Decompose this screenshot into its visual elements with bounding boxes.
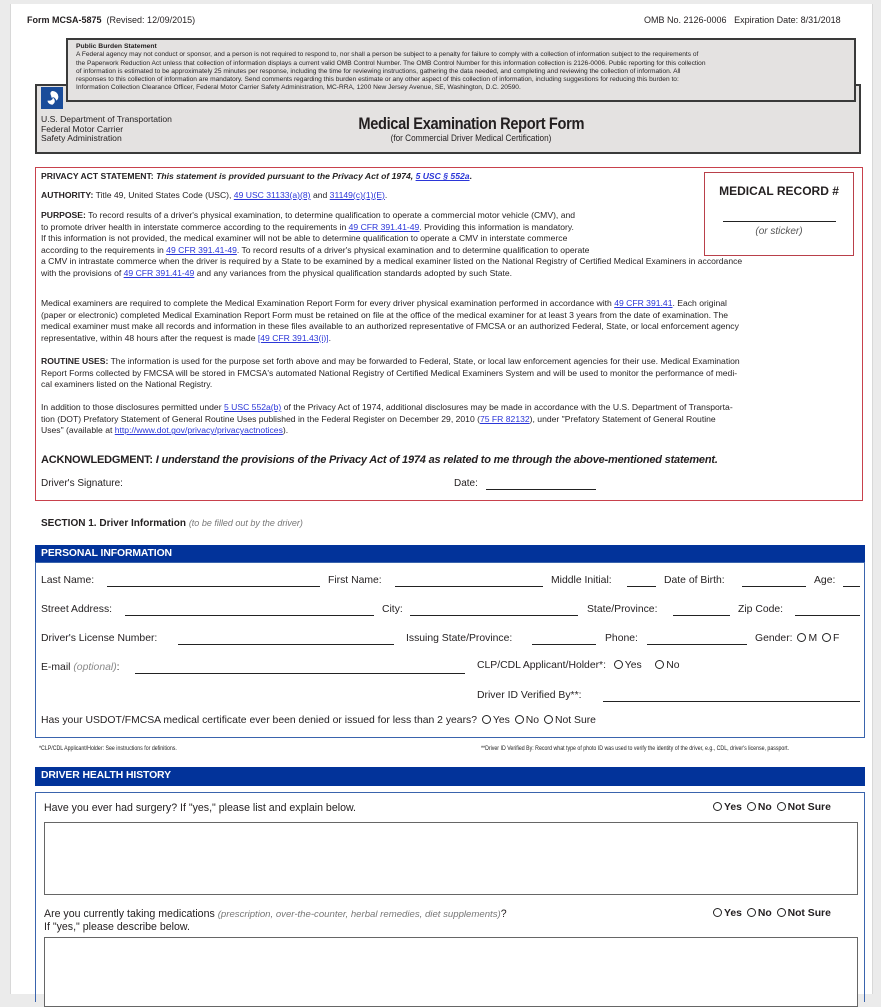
clp-no-radio[interactable] (655, 660, 664, 669)
clp-cdl-label: CLP/CDL Applicant/Holder*: (477, 660, 606, 671)
driver-signature-field[interactable] (151, 476, 441, 490)
dob-field[interactable] (742, 575, 806, 587)
link-49-usc-31133[interactable]: 49 USC 31133(a)(8) (233, 190, 311, 200)
driver-health-history-header: DRIVER HEALTH HISTORY (35, 767, 865, 786)
signature-row (41, 478, 123, 489)
license-field[interactable] (178, 633, 394, 645)
age-field[interactable] (843, 575, 860, 587)
link-49-cfr-391-41-49[interactable]: 49 CFR 391.41-49 (166, 244, 237, 255)
burden-title: Public Burden Statement (76, 43, 157, 50)
surgery-radio-group: Yes No Not Sure (711, 802, 831, 813)
date-row (454, 478, 478, 489)
medications-yes-radio[interactable] (713, 908, 722, 917)
gender-group: Gender: M F (755, 633, 840, 644)
medical-record-title: MEDICAL RECORD # (719, 184, 839, 198)
phone-field[interactable] (647, 633, 747, 645)
issuing-state-field[interactable] (532, 633, 596, 645)
burden-line: Information Collection Clearance Officer, Federal Motor Carrier Safety Administration, MC-RRA, 1200 New Jersey Avenue, SE, Washington, D.C. 20590. (76, 84, 521, 92)
footnote-driver-id: **Driver ID Verified By: Record what type of photo ID was used to verify the identity of the driver, e.g., CDL, driver's license, passport. (481, 745, 789, 752)
personal-information-box (35, 562, 865, 738)
license-label: Driver's License Number: (41, 633, 158, 644)
link-49-cfr-391-41-49[interactable]: 49 CFR 391.41-49 (348, 221, 420, 232)
date-label: Date: (454, 478, 478, 489)
burden-line: responses to this collection of information are mandatory. Send comments regarding this burden estimate or any other aspect of this collection of information, including suggestions for reducing this burden to: (76, 76, 679, 84)
authority: AUTHORITY: Title 49, United States Code (USC), 49 USC 31133(a)(8) and 31149(c)(1)(E). (41, 190, 388, 200)
signature-date-field[interactable] (486, 478, 596, 490)
signature-label: Driver's Signature: (41, 478, 123, 489)
driver-id-label: Driver ID Verified By**: (477, 690, 582, 701)
denied-no-radio[interactable] (515, 715, 524, 724)
state-label: State/Province: (587, 604, 658, 615)
form-number: Form MCSA-5875 (27, 15, 102, 25)
gender-label: Gender: (755, 633, 793, 644)
burden-line: the Paperwork Reduction Act unless that collection of information displays a current valid OMB Control Number. The OMB Control Number for this information collection is 2126-0006. Public reporting for this collection (76, 59, 706, 67)
street-label: Street Address: (41, 604, 113, 615)
form-title (281, 114, 661, 144)
link-49-cfr-391-41[interactable]: 49 CFR 391.41 (614, 298, 673, 308)
medications-question: Are you currently taking medications (prescription, over-the-counter, herbal remedies, diet supplements)? If "yes," please describe below. (44, 908, 507, 933)
link-75-fr-82132[interactable]: 75 FR 82132 (479, 413, 530, 424)
privacy-statement: PRIVACY ACT STATEMENT: This statement is provided pursuant to the Privacy Act of 1974, 5 USC § 552a. (41, 171, 472, 181)
city-label: City: (382, 604, 403, 615)
agency-name: U.S. Department of Transportation Federal Motor Carrier Safety Administration (41, 114, 172, 144)
link-5-usc-552a[interactable]: 5 USC § 552a (415, 171, 470, 181)
denied-not-sure-radio[interactable] (544, 715, 553, 724)
surgery-question: Have you ever had surgery? If "yes," please list and explain below. (44, 802, 356, 814)
issuing-state-label: Issuing State/Province: (406, 633, 513, 644)
first-name-label: First Name: (328, 575, 382, 586)
first-name-field[interactable] (395, 575, 543, 587)
certificate-denied-question: Has your USDOT/FMCSA medical certificate ever been denied or issued for less than 2 years? (41, 715, 478, 726)
last-name-field[interactable] (107, 575, 320, 587)
surgery-not-sure-radio[interactable] (777, 802, 786, 811)
city-field[interactable] (410, 604, 578, 616)
medical-record-sticker-note: (or sticker) (755, 226, 803, 237)
zip-label: Zip Code: (738, 604, 784, 615)
expiration-date: Expiration Date: 8/31/2018 (734, 15, 841, 25)
driver-id-field[interactable] (603, 690, 860, 702)
revised-date: (Revised: 12/09/2015) (106, 15, 196, 25)
zip-field[interactable] (795, 604, 860, 616)
link-dot-privacy-notices[interactable]: http://www.dot.gov/privacy/privacyactnotices (114, 425, 283, 436)
medications-no-radio[interactable] (747, 908, 756, 917)
certificate-denied-group: Has your USDOT/FMCSA medical certificate ever been denied or issued for less than 2 years? Yes No Not Sure (41, 715, 596, 726)
clp-yes-radio[interactable] (614, 660, 623, 669)
email-label: E-mail (optional): (41, 662, 120, 673)
burden-line: of information is estimated to be approximately 25 minutes per response, including the time for reviewing instructions, gathering the data needed, and completing and reviewing the collection of information. All (76, 67, 681, 75)
omb-info (644, 15, 841, 25)
link-49-cfr-391-41-49[interactable]: 49 CFR 391.41-49 (123, 267, 195, 278)
denied-yes-radio[interactable] (482, 715, 491, 724)
surgery-explanation-textarea[interactable] (44, 822, 858, 895)
email-field[interactable] (135, 662, 465, 674)
street-field[interactable] (125, 604, 374, 616)
medications-description-textarea[interactable] (44, 937, 858, 1007)
phone-label: Phone: (605, 633, 638, 644)
form-title-sub: (for Commercial Driver Medical Certification) (390, 133, 552, 144)
public-burden-statement (66, 38, 856, 102)
personal-information-header: PERSONAL INFORMATION (35, 545, 865, 563)
middle-initial-field[interactable] (627, 575, 656, 587)
form-title-main: Medical Examination Report Form (358, 114, 584, 133)
medications-radio-group: Yes No Not Sure (711, 908, 831, 919)
routine-uses: ROUTINE USES: The information is used for the purpose set forth above and may be forwarded to Federal, State, or local law enforcement agencies for their use. Medical Examination Report Forms collected by FMCSA will be stored in FMCSA's automated National Registry of Certified Medical Examiners System and will be used to monitor the performance of medi- cal examiners listed on the National Registry. (41, 356, 740, 390)
link-49-cfr-391-43[interactable]: [49 CFR 391.43(i)] (257, 332, 329, 343)
gender-f-radio[interactable] (822, 633, 831, 642)
surgery-no-radio[interactable] (747, 802, 756, 811)
surgery-yes-radio[interactable] (713, 802, 722, 811)
link-31149[interactable]: 31149(c)(1)(E) (329, 190, 385, 200)
section-1-title: SECTION 1. Driver Information (to be filled out by the driver) (41, 518, 303, 529)
state-field[interactable] (673, 604, 730, 616)
purpose: PURPOSE: To record results of a driver's physical examination, to determine qualification to operate a commercial motor vehicle (CMV), and to promote driver health in interstate commerce according to the requirements in 49 CFR 391.41-49. Providing this information is mandatory. If this information is not provided, the medical examiner will not be able to determine qualification to operate a CMV in interstate commerce according to the requirements in 49 CFR 391.41-49. To record results of a driver's physical examination and to determine qualification to operate a CMV in intrastate commerce when the driver is required by a State to be examined by a medical examiner listed on the National Registry of Certified Medical Examiners in accordance with the provisions of 49 CFR 391.41-49 and any variances from the physical qualification standards adopted by such State. (41, 210, 743, 278)
link-5-usc-552a-b[interactable]: 5 USC 552a(b) (223, 402, 282, 412)
clp-cdl-group: CLP/CDL Applicant/Holder*: Yes No (477, 660, 680, 671)
burden-line: A Federal agency may not conduct or sponsor, and a person is not required to respond to, nor shall a person be subject to a penalty for failure to comply with a collection of information subject to the requirements of (76, 51, 699, 59)
dob-label: Date of Birth: (664, 575, 725, 586)
medications-not-sure-radio[interactable] (777, 908, 786, 917)
footnote-clp-cdl: *CLP/CDL Applicant/Holder: See instructions for definitions. (39, 745, 177, 752)
middle-initial-label: Middle Initial: (551, 575, 612, 586)
acknowledgment: ACKNOWLEDGMENT: I understand the provisions of the Privacy Act of 1974 as related to me through the above-mentioned statement. (41, 454, 718, 466)
gender-m-radio[interactable] (797, 633, 806, 642)
additional-disclosures: In addition to those disclosures permitted under 5 USC 552a(b) of the Privacy Act of 1974, additional disclosures may be made in accordance with the U.S. Department of Transporta- tion (DOT) Prefatory Statement of General Routine Uses published in the Federal Register on December 29, 2010 (75 FR 82132), under "Prefatory Statement of General Routine Uses" (available at http://www.dot.gov/privacy/privacyactnotices). (41, 402, 733, 436)
last-name-label: Last Name: (41, 575, 95, 586)
form-id (27, 15, 195, 25)
dot-logo-icon (41, 87, 63, 109)
form-page (10, 4, 873, 994)
medical-examiners-paragraph: Medical examiners are required to complete the Medical Examination Report Form for every driver physical examination performed in accordance with 49 CFR 391.41. Each original (paper or electronic) completed Medical Examination Report Form must be retained on file at the office of the medical examiner for at least 3 years from the date of examination. The medical examiner must make all records and information in these files available to an authorized representative of FMCSA or an authorized Federal, State, or local enforcement agency representative, within 48 hours after the request is made [49 CFR 391.43(i)]. (41, 298, 739, 343)
omb-number: OMB No. 2126-0006 (644, 15, 727, 25)
age-label: Age: (814, 575, 836, 586)
